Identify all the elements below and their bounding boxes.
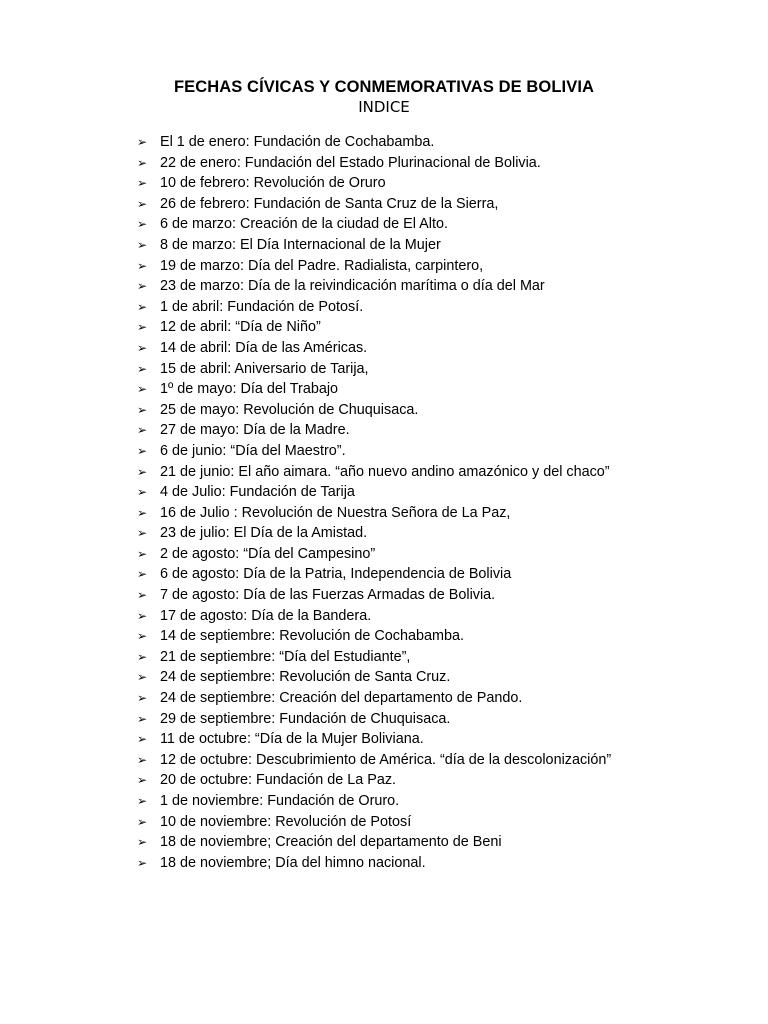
list-item <box>137 688 611 709</box>
list-item-text: 1 de noviembre: Fundación de Oruro. <box>160 793 400 809</box>
list-item-text: 18 de noviembre; Creación del departamento de Beni <box>160 834 502 851</box>
arrow-bullet-icon: ➢ <box>137 608 148 623</box>
list-item-text: 27 de mayo: Día de la Madre. <box>160 422 350 439</box>
list-item <box>137 832 611 853</box>
list-item-text: 10 de noviembre: Revolución de Potosí <box>160 813 412 830</box>
list-item <box>137 667 611 688</box>
list-item <box>137 338 611 359</box>
arrow-bullet-icon: ➢ <box>137 464 148 479</box>
list-item-text: 6 de marzo: Creación de la ciudad de El Alto. <box>160 216 448 233</box>
list-item-text: 11 de octubre: “Día de la Mujer Boliviana. <box>160 731 424 748</box>
arrow-bullet-icon: ➢ <box>137 855 148 870</box>
list-item <box>137 359 611 380</box>
list-item-text: 8 de marzo: El Día Internacional de la Mujer <box>160 236 441 253</box>
civic-dates-list <box>137 132 611 873</box>
list-item-text: El 1 de enero: Fundación de Cochabamba. <box>160 134 435 150</box>
arrow-bullet-icon: ➢ <box>137 526 148 541</box>
list-item-text: 26 de febrero: Fundación de Santa Cruz de la Sierra, <box>160 195 499 212</box>
list-item <box>137 770 611 791</box>
list-item <box>137 276 611 297</box>
arrow-bullet-icon: ➢ <box>137 443 148 458</box>
list-item-text: 12 de abril: “Día de Niño” <box>160 319 321 336</box>
list-item-text: 25 de mayo: Revolución de Chuquisaca. <box>160 401 419 418</box>
arrow-bullet-icon: ➢ <box>137 567 148 582</box>
list-item <box>137 379 611 400</box>
arrow-bullet-icon: ➢ <box>137 670 148 685</box>
list-item-text: 6 de agosto: Día de la Patria, Independencia de Bolivia <box>160 566 512 583</box>
arrow-bullet-icon: ➢ <box>137 711 148 726</box>
list-item <box>137 853 611 874</box>
list-item-text: 1º de mayo: Día del Trabajo <box>160 381 339 398</box>
list-item <box>137 523 611 544</box>
arrow-bullet-icon: ➢ <box>137 691 148 706</box>
list-item-text: 29 de septiembre: Fundación de Chuquisaca. <box>160 710 451 727</box>
list-item <box>137 235 611 256</box>
arrow-bullet-icon: ➢ <box>137 196 148 211</box>
list-item-text: 22 de enero: Fundación del Estado Plurinacional de Bolivia. <box>160 154 541 171</box>
list-item <box>137 647 611 668</box>
list-item-text: 6 de junio: “Día del Maestro”. <box>160 442 346 459</box>
arrow-bullet-icon: ➢ <box>137 382 148 397</box>
arrow-bullet-icon: ➢ <box>137 732 148 747</box>
arrow-bullet-icon: ➢ <box>137 546 148 561</box>
list-item <box>137 544 611 565</box>
list-item <box>137 214 611 235</box>
list-item-text: 23 de julio: El Día de la Amistad. <box>160 525 368 542</box>
document-title: FECHAS CÍVICAS Y CONMEMORATIVAS DE BOLIVIA <box>173 78 595 96</box>
list-item <box>137 503 611 524</box>
list-item-text: 19 de marzo: Día del Padre. Radialista, carpintero, <box>160 257 484 274</box>
list-item <box>137 606 611 627</box>
list-item <box>137 297 611 318</box>
arrow-bullet-icon: ➢ <box>137 340 148 355</box>
list-item-text: 24 de septiembre: Revolución de Santa Cruz. <box>160 669 451 686</box>
list-item <box>137 153 611 174</box>
list-item <box>137 812 611 833</box>
arrow-bullet-icon: ➢ <box>137 814 148 829</box>
arrow-bullet-icon: ➢ <box>137 176 148 191</box>
list-item <box>137 420 611 441</box>
list-item <box>137 256 611 277</box>
arrow-bullet-icon: ➢ <box>137 135 148 149</box>
arrow-bullet-icon: ➢ <box>137 505 148 520</box>
arrow-bullet-icon: ➢ <box>137 752 148 767</box>
list-item <box>137 729 611 750</box>
list-item <box>137 317 611 338</box>
list-item <box>137 400 611 421</box>
list-item <box>137 482 611 503</box>
list-item-text: 24 de septiembre: Creación del departamento de Pando. <box>160 690 523 707</box>
list-item <box>137 626 611 647</box>
arrow-bullet-icon: ➢ <box>137 423 148 438</box>
list-item-text: 4 de Julio: Fundación de Tarija <box>160 484 355 501</box>
list-item-text: 10 de febrero: Revolución de Oruro <box>160 175 386 192</box>
list-item <box>137 791 611 812</box>
arrow-bullet-icon: ➢ <box>137 835 148 850</box>
arrow-bullet-icon: ➢ <box>137 773 148 788</box>
list-item-text: 14 de septiembre: Revolución de Cochabamba. <box>160 628 464 645</box>
list-item <box>137 709 611 730</box>
arrow-bullet-icon: ➢ <box>137 485 148 500</box>
arrow-bullet-icon: ➢ <box>137 629 148 644</box>
list-item-text: 1 de abril: Fundación de Potosí. <box>160 298 364 315</box>
list-item-text: 7 de agosto: Día de las Fuerzas Armadas de Bolivia. <box>160 587 496 604</box>
list-item <box>137 462 611 483</box>
list-item-text: 12 de octubre: Descubrimiento de América. “día de la descolonización” <box>160 751 612 768</box>
list-item <box>137 173 611 194</box>
arrow-bullet-icon: ➢ <box>137 279 148 294</box>
list-item-text: 16 de Julio : Revolución de Nuestra Señora de La Paz, <box>160 504 511 521</box>
list-item-text: 23 de marzo: Día de la reivindicación marítima o día del Mar <box>160 278 545 295</box>
list-item-text: 20 de octubre: Fundación de La Paz. <box>160 772 397 789</box>
arrow-bullet-icon: ➢ <box>137 588 148 603</box>
list-item <box>137 194 611 215</box>
arrow-bullet-icon: ➢ <box>137 320 148 335</box>
arrow-bullet-icon: ➢ <box>137 155 148 170</box>
list-item-text: 14 de abril: Día de las Américas. <box>160 339 368 356</box>
list-item-text: 17 de agosto: Día de la Bandera. <box>160 607 372 624</box>
arrow-bullet-icon: ➢ <box>137 237 148 252</box>
list-item-text: 21 de septiembre: “Día del Estudiante”, <box>160 648 411 665</box>
list-item-text: 18 de noviembre; Día del himno nacional. <box>160 854 426 871</box>
arrow-bullet-icon: ➢ <box>137 649 148 664</box>
arrow-bullet-icon: ➢ <box>137 258 148 273</box>
list-item <box>137 441 611 462</box>
document-subtitle: INDICE <box>358 98 410 116</box>
arrow-bullet-icon: ➢ <box>137 299 148 314</box>
list-item <box>137 585 611 606</box>
list-item <box>137 132 611 153</box>
list-item <box>137 564 611 585</box>
arrow-bullet-icon: ➢ <box>137 217 148 232</box>
arrow-bullet-icon: ➢ <box>137 794 148 808</box>
arrow-bullet-icon: ➢ <box>137 361 148 376</box>
list-item-text: 15 de abril: Aniversario de Tarija, <box>160 360 369 377</box>
list-item-text: 2 de agosto: “Día del Campesino” <box>160 545 376 562</box>
arrow-bullet-icon: ➢ <box>137 402 148 417</box>
list-item-text: 21 de junio: El año aimara. “año nuevo andino amazónico y del chaco” <box>160 463 610 480</box>
list-item <box>137 750 611 771</box>
